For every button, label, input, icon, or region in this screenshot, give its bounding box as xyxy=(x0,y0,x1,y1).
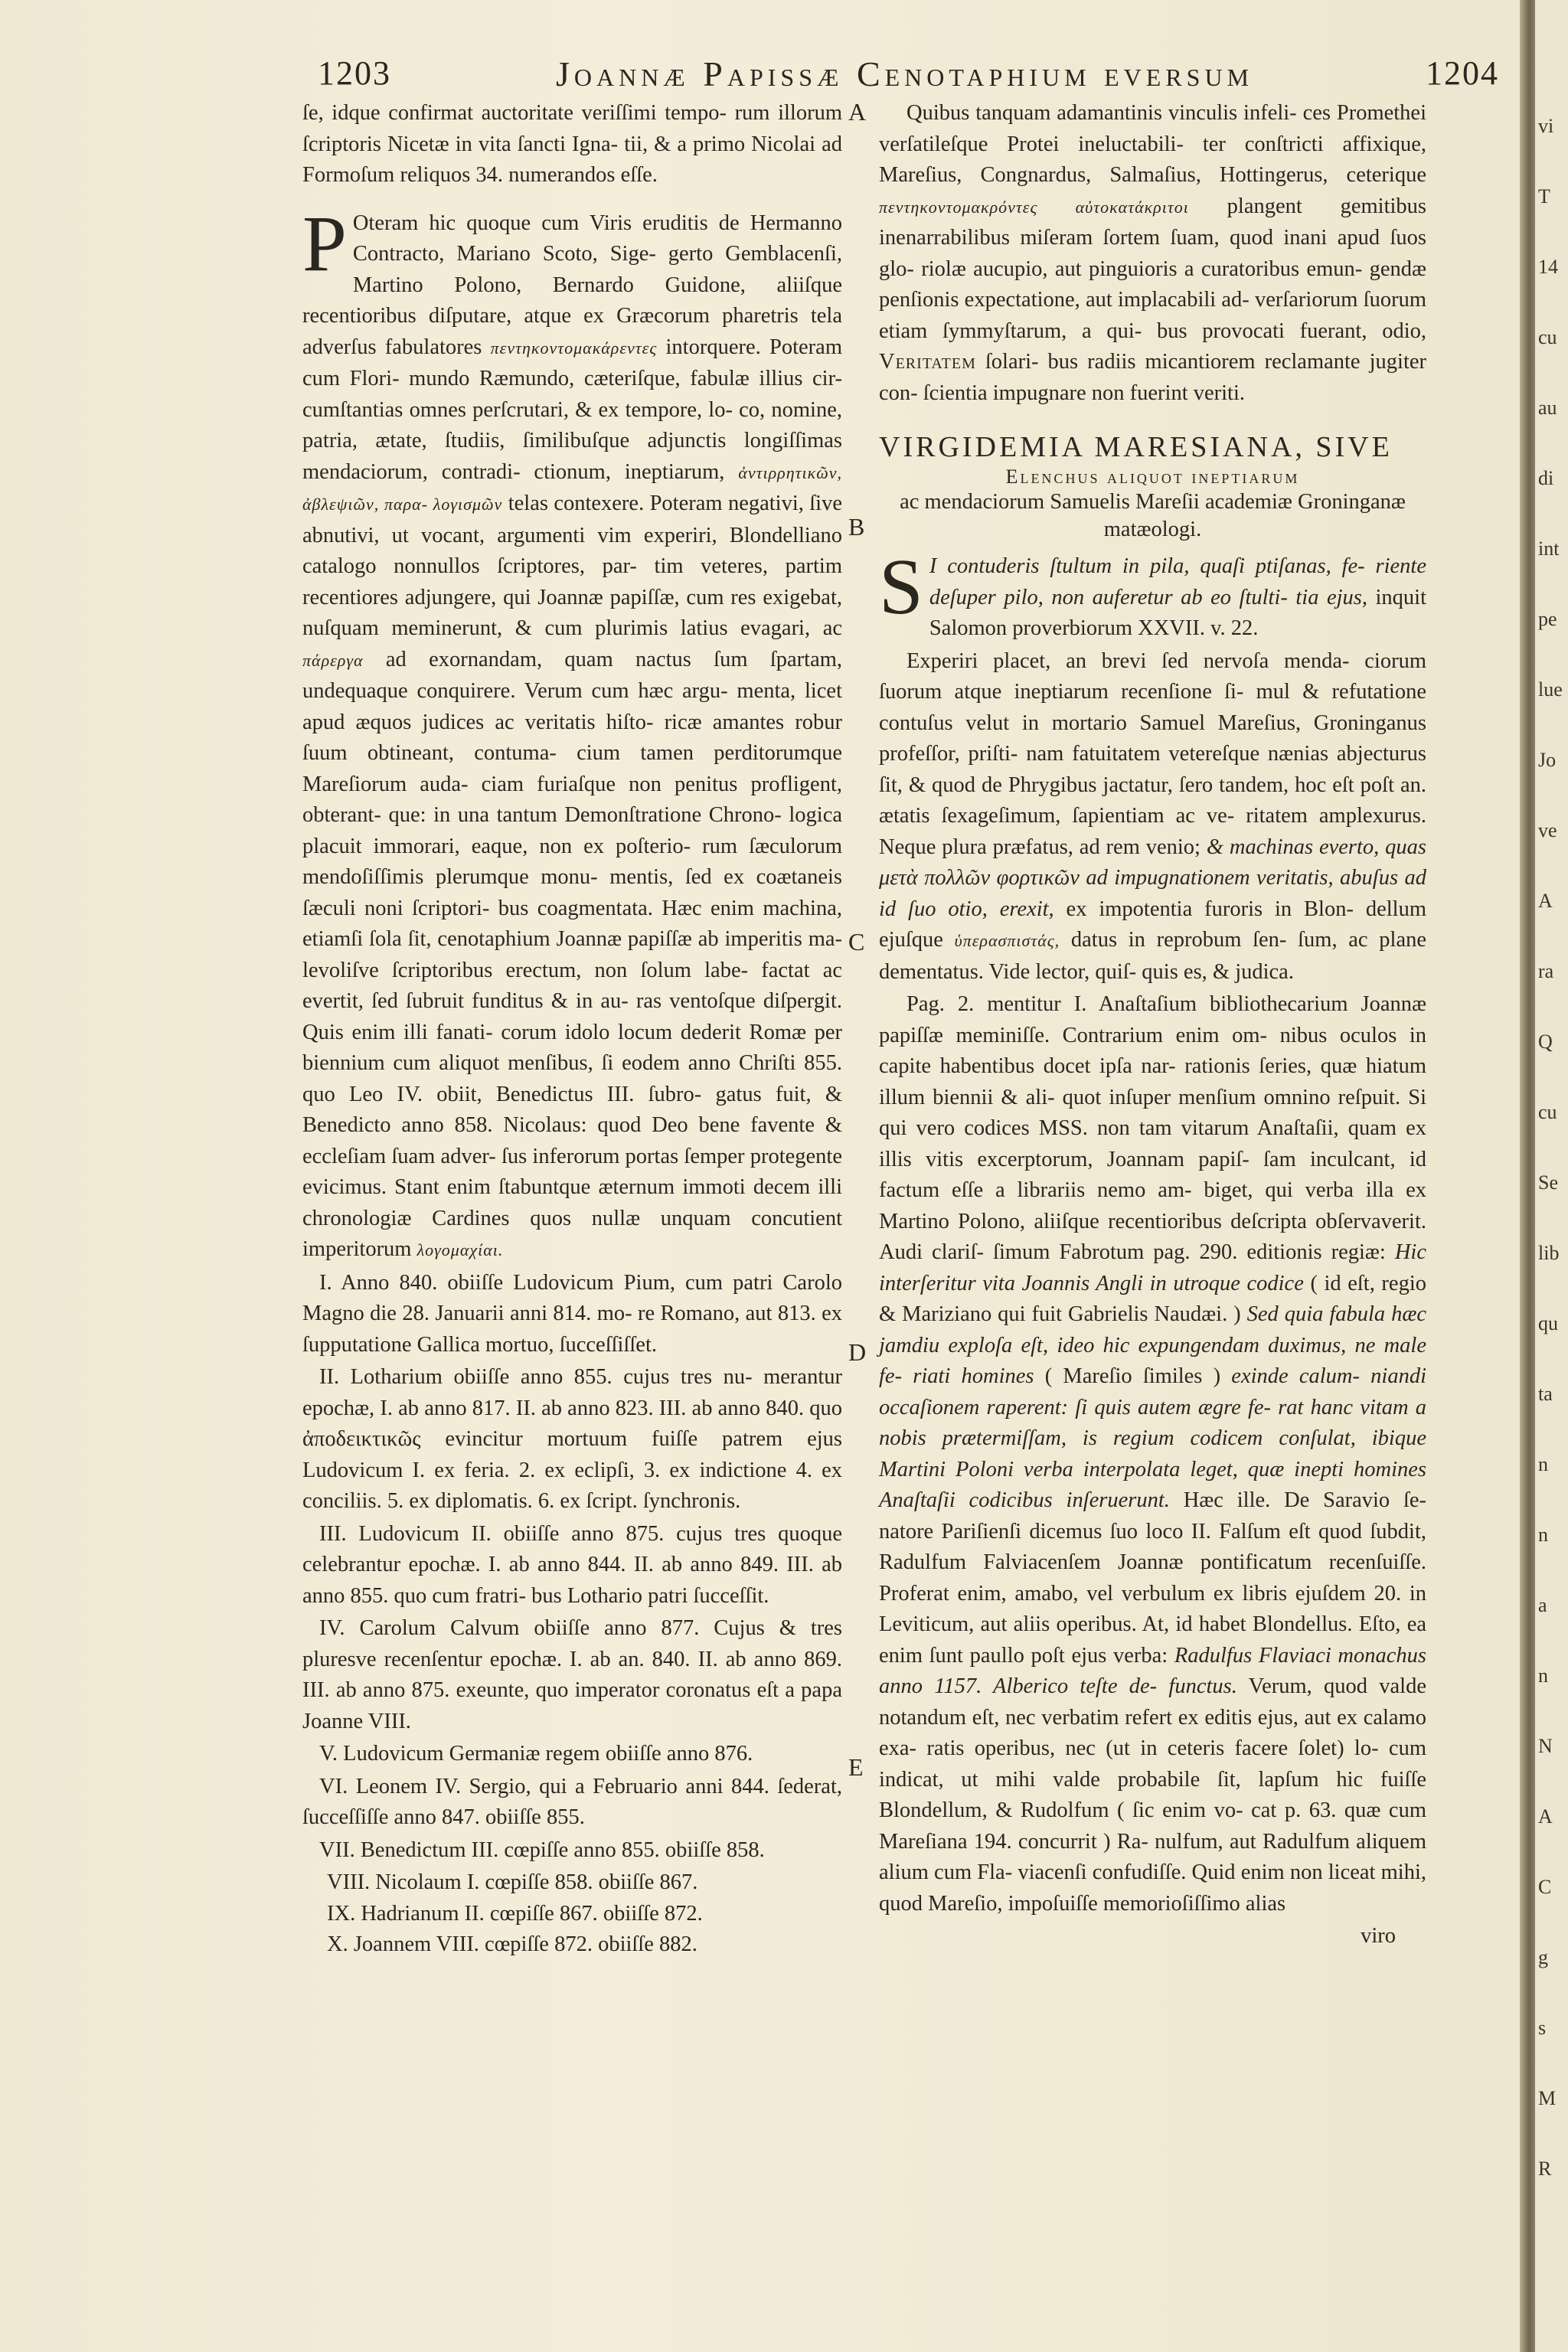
margin-letter-d: D xyxy=(848,1338,867,1366)
paragraph: Experiri placet, an brevi ſed nervoſa menda- ciorum ſuorum atque ineptiarum recenſione ſi- mul & refutatione contuſus velut in mortario Samuel Mareſius, Groninganus profeſſor, priſti- nam fatuitatem vetereſque nænias abjecturus ſit, & quod de Phrygibus jactatur, ſero tandem, hoc eſt poſt an. ætatis ſexageſimum, ſapientiam ac ve- ritatem amplexurus. Neque plura præfatus, ad rem venio; & machinas everto, quas μετὰ πολλῶν φορτικῶν ad impugnationem veritatis, abuſus ad id ſuo otio, erexit, ex impotentia furoris in Blon- dellum ejuſque ὑπερασπιστάς, datus in reprobum ſen- ſum, ac plane dementatus. Vide lector, quiſ- quis es, & judica. xyxy=(879,648,1426,984)
facing-page-fragment: Q xyxy=(1538,1031,1553,1053)
facing-page-fragment: pe xyxy=(1538,608,1557,630)
margin-letter-c: C xyxy=(848,928,865,956)
facing-page-fragment: cu xyxy=(1538,1101,1557,1123)
list-item: VII. Benedictum III. cœpiſſe anno 855. obiiſſe 858. xyxy=(319,1838,765,1862)
heading-title: VIRGIDEMIA MARESIANA, SIVE xyxy=(879,431,1393,463)
facing-page-fragment: int xyxy=(1538,537,1560,560)
list-item: I. Anno 840. obiiſſe Ludovicum Pium, cum patri Carolo Magno die 28. Januarii anni 814. mo- re Romano, aut 813. ex ſupputatione Gallica mortuo, ſucceſſiſſet. xyxy=(302,1270,842,1357)
facing-page-fragment: ra xyxy=(1538,960,1554,982)
book-gutter xyxy=(1520,0,1535,2352)
facing-page-fragment: n xyxy=(1538,1664,1548,1687)
facing-page-fragment: Jo xyxy=(1538,749,1557,771)
paragraph: ſe, idque confirmat auctoritate veriſſimi tempo- rum illorum ſcriptoris Nicetæ in vita ſancti Igna- tii, & a primo Nicolai ad Formoſum reliquos 34. numerandos eſſe. xyxy=(302,101,842,187)
margin-letter-a: A xyxy=(848,98,867,126)
list-item: X. Joannem VIII. cœpiſſe 872. obiiſſe 882. xyxy=(327,1932,697,1956)
left-column xyxy=(302,98,842,1961)
list-item: II. Lotharium obiiſſe anno 855. cujus tres nu- merantur epochæ, I. ab anno 817. II. ab anno 823. III. ab anno 840. quo ἀποδεικτικῶς evincitur mortuum fuiſſe patrem ejus Ludovicum I. ex feria. 2. ex eclipſi, 3. ex indictione 4. ex conciliis. 5. ex diplomatis. 6. ex ſcript. ſynchronis. xyxy=(302,1365,842,1513)
list-item: IX. Hadrianum II. cœpiſſe 867. obiiſſe 872. xyxy=(327,1901,703,1926)
left-page-number: 1203 xyxy=(318,54,391,92)
catchword: viro xyxy=(1361,1924,1396,1948)
facing-page-fragment: qu xyxy=(1538,1312,1558,1334)
facing-page-fragment: n xyxy=(1538,1453,1548,1475)
heading-subtitle-2: ac mendaciorum Samuelis Mareſii academiæ Groninganæ matæologi. xyxy=(900,490,1406,541)
margin-letter-b: B xyxy=(848,513,865,541)
facing-page-edge xyxy=(1535,0,1568,2352)
facing-page-fragment: lue xyxy=(1538,678,1563,701)
facing-page-fragment: lib xyxy=(1538,1242,1560,1264)
cardinal-list-continued xyxy=(302,1867,842,1961)
drop-cap: S xyxy=(879,543,923,631)
facing-page-fragment: di xyxy=(1538,467,1554,489)
running-title: Joannæ Papissæ Cenotaphium eversum xyxy=(555,54,1254,93)
paragraph: P Oteram hic quoque cum Viris eruditis de Hermanno Contracto, Mariano Scoto, Sige- gerto Gemblacenſi, Martino Polono, Bernardo Guidone, aliiſque recentioribus diſputare, atque ex Græcorum pharetris tela adverſus fabulatores πεντηκοντομακάρεντες intorquere. Poteram cum Flori- mundo Ræmundo, cæteriſque, fabulæ illius cir- cumſtantias omnes perſcrutari, & ex tempore, lo- co, nomine, patria, ætate, ſtudiis, ſimilibuſque adjunctis longiſſimas mendaciorum, contradi- ctionum, ineptiarum, ἀντιρρητικῶν, ἀβλεψιῶν, παρα- λογισμῶν telas contexere. Poteram negativi, ſive abnutivi, ut vocant, argumenti vim experiri, Blondelliano catalogo nonnullos ſcriptores, par- tim veteres, partim recentiores adjungere, qui Joannæ papiſſæ, cum res exigebat, nuſquam meminerunt, & cum plurimis latius evagari, ac πάρεργα ad exornandam, quam nactus ſum ſpartam, undequaque conquirere. Verum cum hæc argu- menta, licet apud æquos judices ac veritatis hiſto- ricæ amantes robur ſuum obtineant, contuma- cium tamen perditorumque Mareſiorum auda- ciam furiaſque non penitus profligent, obterant- que: in una tantum Demonſtratione Chrono- logica placuit immorari, eaque, non ex poſterio- rum ſæculorum mendoſiſſimis plerumque monu- mentis, ſed ex coætaneis ſæculi noni ſcriptori- bus coagmentata. Hæc enim machina, etiamſi ſola ſit, cenotaphium Joannæ papiſſæ ab imperitis ma- levoliſve ſcriptoribus erectum, non ſolum labe- factat ac evertit, ſed ſubruit funditus & in au- ras ventoſque diſpergit. Quis enim illi fanati- corum idolo locum dederit Romæ per biennium cum aliquot menſibus, ſi eodem anno Chriſti 855. quo Leo IV. obiit, Benedictus III. ſubro- gatus fuit, & Benedicto anno 858. Nicolaus: quod Deo bene favente & eccleſiam ſuam adver- ſus inferorum portas ſemper protegente evicimus. Stant enim ſtabuntque æternum immoti decem illi chronologiæ Cardines quos nullæ unquam concutient imperitorum λογομαχίαι. xyxy=(302,199,843,1261)
facing-page-fragment: C xyxy=(1538,1876,1552,1898)
facing-page-fragment: a xyxy=(1538,1594,1547,1616)
facing-page-fragment: ta xyxy=(1538,1383,1553,1405)
facing-page-fragment: s xyxy=(1538,2017,1547,2039)
facing-page-fragment: A xyxy=(1538,890,1553,912)
facing-page-fragment: g xyxy=(1538,1946,1548,1968)
list-item: VI. Leonem IV. Sergio, qui a Februario anni 844. ſederat, ſucceſſiſſe anno 847. obiiſſe 855. xyxy=(302,1774,842,1829)
list-item: V. Ludovicum Germaniæ regem obiiſſe anno 876. xyxy=(319,1742,753,1766)
right-column xyxy=(879,98,1426,1954)
list-item: IV. Carolum Calvum obiiſſe anno 877. Cujus & tres pluresve recenſentur epochæ. I. ab an. 840. II. ab anno 869. III. ab anno 875. exeunte, quo imperator coronatus eſt a papa Joanne VIII. xyxy=(302,1616,842,1733)
facing-page-fragment: au xyxy=(1538,397,1557,419)
facing-page-fragment: N xyxy=(1538,1735,1553,1757)
facing-page-fragment: ve xyxy=(1538,819,1557,841)
list-item: VIII. Nicolaum I. cœpiſſe 858. obiiſſe 867. xyxy=(327,1870,698,1894)
paragraph: Pag. 2. mentitur I. Anaſtaſium bibliothecarium Joannæ papiſſæ meminiſſe. Contrarium enim om- nibus oculos in capite habentibus docet ipſa nar- rationis ſeries, quæ hiatum illum biennii & ali- quot inſuper menſium omnino reſpuit. Si qui vero codices MSS. non tam vitarum Anaſtaſii, quam ex illis vitis excerptorum, Joannam papiſ- ſam inculcant, id factum eſſe a librariis nemo am- biget, qui verba illa ex Martino Polono, aliiſque recentioribus deſcripta obſervaverit. Audi clariſ- ſimum Fabrotum pag. 290. editionis regiæ: Hic interſeritur vita Joannis Angli in utroque codice ( id eſt, regio & Mariziano qui fuit Gabrielis Naudæi. ) Sed quia fabula hæc jamdiu exploſa eſt, ideo hic expungendam duximus, ne male fe- riati homines ( Mareſio ſimiles ) exinde calum- niandi occaſionem raperent: ſi quis autem ægre fe- rat hanc vitam a nobis prætermiſſam, is regium codicem conſulat, ibique Martini Poloni verba interpolata leget, quæ inepti homines Anaſtaſii codicibus inſeruerunt. Hæc ille. De Saravio ſe- natore Pariſienſi dicemus ſuo loco II. Falſum eſt quod ſubdit, Radulfum Falviacenſem Joannæ pontificatum recenſuiſſe. Proferat enim, amabo, vel verbulum ex libris ejuſdem 20. in Leviticum, aut aliis operibus. At, id habet Blondellus. Eſto, ea enim ſunt paullo poſt ejus verba: Radulfus Flaviaci monachus anno 1157. Alberico teſte de- functus. Verum, quod valde notandum eſt, nec verbatim refert ex editis ejus, aut ex calamo exa- ratis operibus, nec (ut in ceteris facere ſolet) lo- cum indicat, ut mihi valde probabile ſit, lapſum hic fuiſſe Blondellum, & Rudolfum ( ſic enim vo- cat p. 63. quæ cum Mareſiana 194. concurrit ) Ra- nulfum, aut Radulfum aliquem alium cum Fla- viacenſi confudiſſe. Quid enim non liceat mihi, quod Mareſio, impoſuiſſe memorioſiſſimo alias xyxy=(879,992,1427,1916)
facing-page-fragment: vi xyxy=(1538,115,1554,137)
facing-page-fragment: A xyxy=(1538,1805,1553,1828)
section-heading xyxy=(879,429,1426,544)
right-page-number: 1204 xyxy=(1426,54,1499,92)
facing-page-fragment: n xyxy=(1538,1524,1548,1546)
facing-page-fragment: M xyxy=(1538,2087,1557,2109)
heading-subtitle: Elenchus aliquot ineptiarum xyxy=(1005,466,1300,488)
facing-page-fragment: 14 xyxy=(1538,256,1558,278)
epigraph: S I contuderis ſtultum in pila, quaſi ptiſanas, fe- riente deſuper pilo, non auferetur ab eo ſtulti- tia ejus, inquit Salomon proverbiorum XXVII. v. 22. xyxy=(879,543,1426,640)
facing-page-fragment: cu xyxy=(1538,326,1557,348)
cardinal-list xyxy=(302,1268,842,1867)
page-header xyxy=(318,54,1499,100)
list-item: III. Ludovicum II. obiiſſe anno 875. cujus tres quoque celebrantur epochæ. I. ab anno 844. II. ab anno 849. III. ab anno 855. quo cum fratri- bus Lothario patri ſucceſſit. xyxy=(302,1521,842,1608)
facing-page-fragment: Se xyxy=(1538,1171,1558,1194)
margin-letter-e: E xyxy=(848,1753,864,1781)
facing-page-fragment: T xyxy=(1538,185,1550,207)
facing-page-fragment: R xyxy=(1538,2158,1552,2180)
drop-cap: P xyxy=(302,199,347,288)
paragraph: Quibus tanquam adamantinis vinculis infeli- ces Promethei verſatileſque Protei ineluctabili- ter conſtricti affixique, Mareſius, Congnardus, Salmaſius, Hottingerus, ceterique πεντηκοντομακρόντες αὐτοκατάκριτοι plangent gemitibus inenarrabilibus miſeram ſortem ſuam, quod inani apud ſuos glo- riolæ aucupio, aut pinguioris a curatoribus emun- gendæ penſionis expectatione, aut implacabili ad- verſariorum ſuorum etiam ſymmyſtarum, a qui- bus provocati fuerant, odio, Veritatem ſolari- bus radiis micantiorem reclamante jugiter con- ſcientia impugnare non fuerint veriti. xyxy=(879,101,1427,405)
